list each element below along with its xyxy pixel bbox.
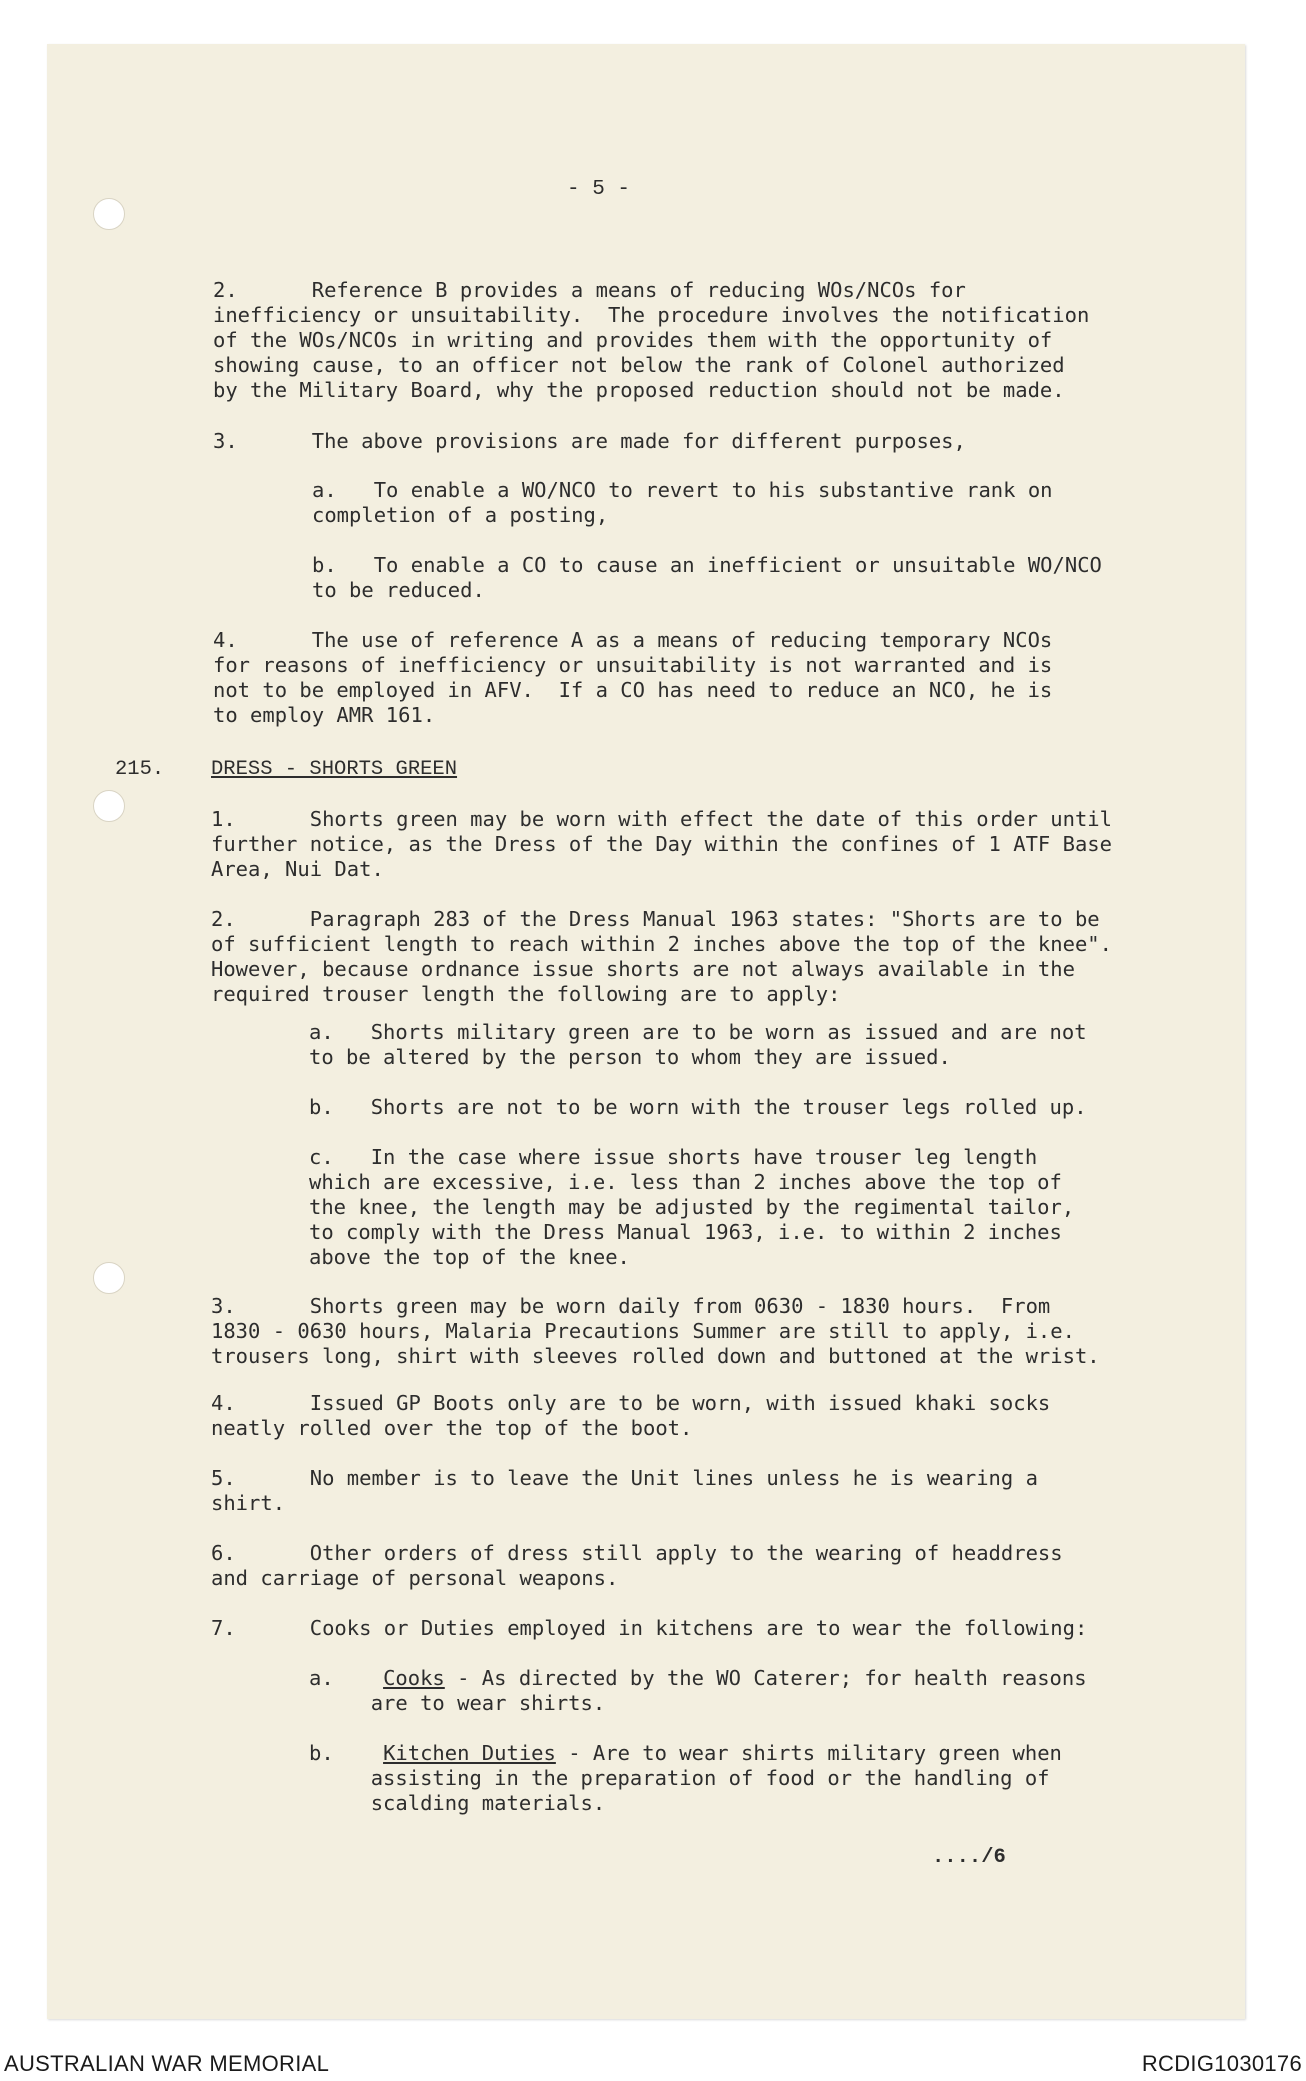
paragraph-3a: a. To enable a WO/NCO to revert to his substantive rank on completion of a posting, [312,478,1053,527]
punch-hole [93,198,125,230]
paragraph-3b: b. To enable a CO to cause an inefficient or unsuitable WO/NCO to be reduced. [312,553,1102,602]
cooks-term: Cooks [383,1666,445,1690]
section-paragraph-2c: c. In the case where issue shorts have trouser leg length which are excessive, i.e. less than 2 inches above the top of the knee, the length may be adjusted by the regimental tailor, to comply with the Dress Manual 1963, i.e. to within 2 inches above the top of the knee. [309,1145,1075,1269]
paragraph-2: 2. Reference B provides a means of reducing WOs/NCOs for inefficiency or unsuitability. The procedure involves the notification of the WOs/NCOs in writing and provides them with the opportunity of showing cause, to an officer not below the rank of Colonel authorized by the Military Board, why the proposed reduction should not be made. [213,278,1090,402]
punch-hole [93,1262,125,1294]
section-number: 215. [115,758,165,781]
item-label: b. [309,1741,334,1765]
section-paragraph-2: 2. Paragraph 283 of the Dress Manual 1963 states: "Shorts are to be of sufficient length to reach within 2 inches above the top of the knee". However, because ordnance issue shorts are not always available in the required trouser length the following are to apply: [211,907,1112,1006]
paragraph-3: 3. The above provisions are made for different purposes, [213,429,966,453]
section-paragraph-2b: b. Shorts are not to be worn with the trouser legs rolled up. [309,1095,1087,1119]
cooks-text: - As directed by the WO Caterer; for health reasons are to wear shirts. [370,1666,1087,1715]
footer-left: AUSTRALIAN WAR MEMORIAL [4,2051,330,2076]
section-paragraph-1: 1. Shorts green may be worn with effect the date of this order until further notice, as the Dress of the Day within the confines of 1 ATF Base Area, Nui Dat. [211,807,1112,881]
continuation-marker: ..../6 [932,1846,1006,1869]
section-paragraph-3: 3. Shorts green may be worn daily from 0630 - 1830 hours. From 1830 - 0630 hours, Malaria Precautions Summer are still to apply, i.e. trousers long, shirt with sleeves rolled down and buttoned at the wrist. [211,1294,1100,1368]
section-paragraph-7b [309,1741,1062,1816]
section-paragraph-7a [309,1666,1087,1716]
document-sheet [47,44,1245,2019]
section-paragraph-6: 6. Other orders of dress still apply to the wearing of headdress and carriage of personal weapons. [211,1541,1063,1590]
kitchen-duties-text: - Are to wear shirts military green when assisting in the preparation of food or the handling of scalding materials. [370,1741,1062,1815]
section-paragraph-4: 4. Issued GP Boots only are to be worn, with issued khaki socks neatly rolled over the top of the boot. [211,1391,1051,1440]
footer-right: RCDIG1030176 [1141,2051,1302,2076]
paragraph-4: 4. The use of reference A as a means of reducing temporary NCOs for reasons of inefficiency or unsuitability is not warranted and is not to be employed in AFV. If a CO has need to reduce an NCO, he is to employ AMR 161. [213,628,1053,727]
section-paragraph-7: 7. Cooks or Duties employed in kitchens are to wear the following: [211,1616,1088,1640]
section-paragraph-2a: a. Shorts military green are to be worn as issued and are not to be altered by the person to whom they are issued. [309,1020,1087,1069]
section-title: DRESS - SHORTS GREEN [211,758,458,781]
page-number: - 5 - [567,178,631,201]
kitchen-duties-term: Kitchen Duties [383,1741,556,1765]
punch-hole [93,790,125,822]
item-label: a. [309,1666,334,1690]
section-paragraph-5: 5. No member is to leave the Unit lines unless he is wearing a shirt. [211,1466,1038,1515]
